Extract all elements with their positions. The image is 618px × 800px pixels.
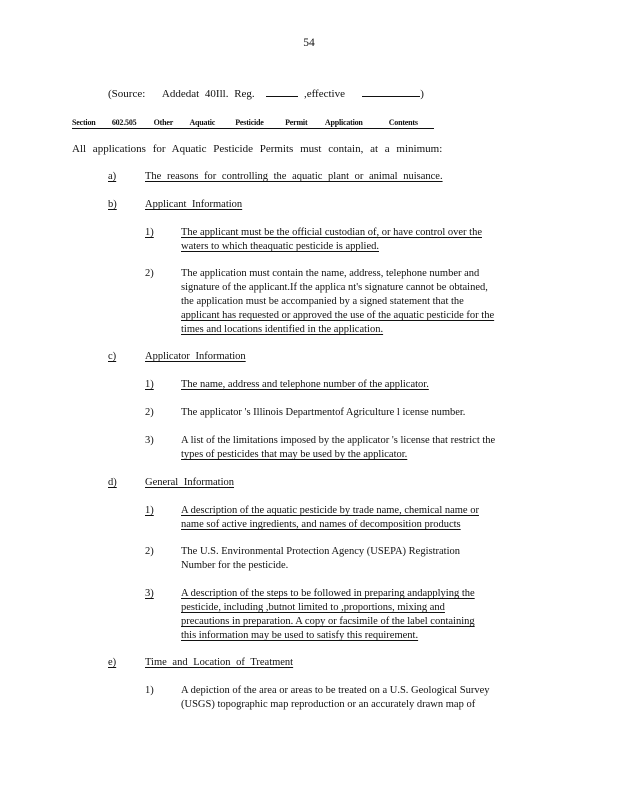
item-b-marker: b) — [108, 199, 117, 210]
item-d-marker: d) — [108, 477, 117, 488]
item-e1-marker: 1) — [145, 685, 154, 696]
item-b-label: Applicant Information — [145, 199, 243, 210]
heading-word: Application — [324, 118, 363, 127]
item-c-label: Applicator Information — [145, 351, 246, 362]
text-line: The applicator 's Illinois Departmentof Agriculture l icense number. — [181, 407, 466, 418]
text-line: signature of the applicant.If the applica nt's signature cannot be obtained, — [181, 282, 488, 293]
item-d1-marker: 1) — [145, 505, 154, 516]
text-line: the application must be accompanied by a signed statement that the — [181, 296, 464, 307]
section-label: Section — [72, 118, 96, 127]
text-line: The applicant must be the official custodian of, or have control over the — [181, 227, 482, 238]
text-line: A description of the steps to be followed in preparing andapplying the — [181, 588, 475, 599]
text-line: types of pesticides that may be used by the applicator. — [181, 449, 408, 460]
page-number: 54 — [303, 37, 315, 49]
item-b2-marker: 2) — [145, 268, 154, 279]
text-line: (USGS) topographic map reproduction or an accurately drawn map of — [181, 699, 476, 710]
section-heading-underline — [72, 128, 434, 129]
item-c1-marker: 1) — [145, 379, 154, 390]
heading-word: Pesticide — [235, 118, 264, 127]
item-a-marker: a) — [108, 171, 117, 182]
item-d2-text — [181, 545, 541, 573]
source-prefix: (Source: — [108, 88, 146, 100]
text-line: Number for the pesticide. — [181, 560, 289, 571]
item-d1-text — [181, 504, 541, 532]
text-line: The U.S. Environmental Protection Agency (USEPA) Registration — [181, 546, 460, 557]
item-e-marker: e) — [108, 657, 117, 668]
source-effective: ,effective — [303, 88, 345, 100]
text-line: precautions in preparation. A copy or facsimile of the label containing — [181, 616, 475, 627]
item-c2-text — [181, 406, 541, 420]
text-line: A depiction of the area or areas to be treated on a U.S. Geological Survey — [181, 685, 490, 696]
item-c-marker: c) — [108, 351, 117, 362]
item-e-label: Time and Location of Treatment — [145, 657, 294, 668]
source-close: ) — [420, 88, 424, 100]
text-line: name sof active ingredients, and names of decomposition products — [181, 519, 461, 530]
text-line: A description of the aquatic pesticide by trade name, chemical name or — [181, 505, 479, 516]
text-line: The name, address and telephone number of the applicator. — [181, 379, 429, 390]
source-blank-date — [362, 86, 420, 97]
text-line: waters to which theaquatic pesticide is applied. — [181, 241, 379, 252]
source-blank-volume — [266, 86, 298, 97]
item-c1-text — [181, 378, 541, 392]
item-d2-marker: 2) — [145, 546, 154, 557]
heading-word: Permit — [285, 118, 308, 127]
text-line: The application must contain the name, address, telephone number and — [181, 268, 480, 279]
text-line: applicant has requested or approved the use of the aquatic pesticide for the — [181, 310, 495, 321]
source-note — [108, 86, 424, 101]
text-line: pesticide, including ,butnot limited to ,proportions, mixing and — [181, 602, 445, 613]
text-line: times and locations identified in the application. — [181, 324, 384, 335]
source-mid: Addedat 40Ill. Reg. — [161, 88, 255, 100]
intro-text: All applications for Aquatic Pesticide Permits must contain, at a minimum: — [72, 143, 443, 155]
item-d3-marker: 3) — [145, 588, 154, 599]
item-a-text: The reasons for controlling the aquatic plant or animal nuisance. — [145, 171, 443, 182]
item-d-label: General Information — [145, 477, 235, 488]
text-line: this information may be used to satisfy this requirement. — [181, 630, 419, 641]
item-d3-text — [181, 587, 541, 643]
item-e1-text — [181, 684, 541, 712]
heading-word: Aquatic — [189, 118, 216, 127]
item-b1-marker: 1) — [145, 227, 154, 238]
item-c3-text — [181, 434, 541, 462]
item-b1-text — [181, 226, 541, 254]
item-c3-marker: 3) — [145, 435, 154, 446]
item-b2-text — [181, 267, 541, 337]
section-number: 602.505 — [111, 118, 137, 127]
text-line: A list of the limitations imposed by the applicator 's license that restrict the — [181, 435, 496, 446]
item-c2-marker: 2) — [145, 407, 154, 418]
heading-word: Contents — [388, 118, 418, 127]
heading-word: Other — [153, 118, 174, 127]
